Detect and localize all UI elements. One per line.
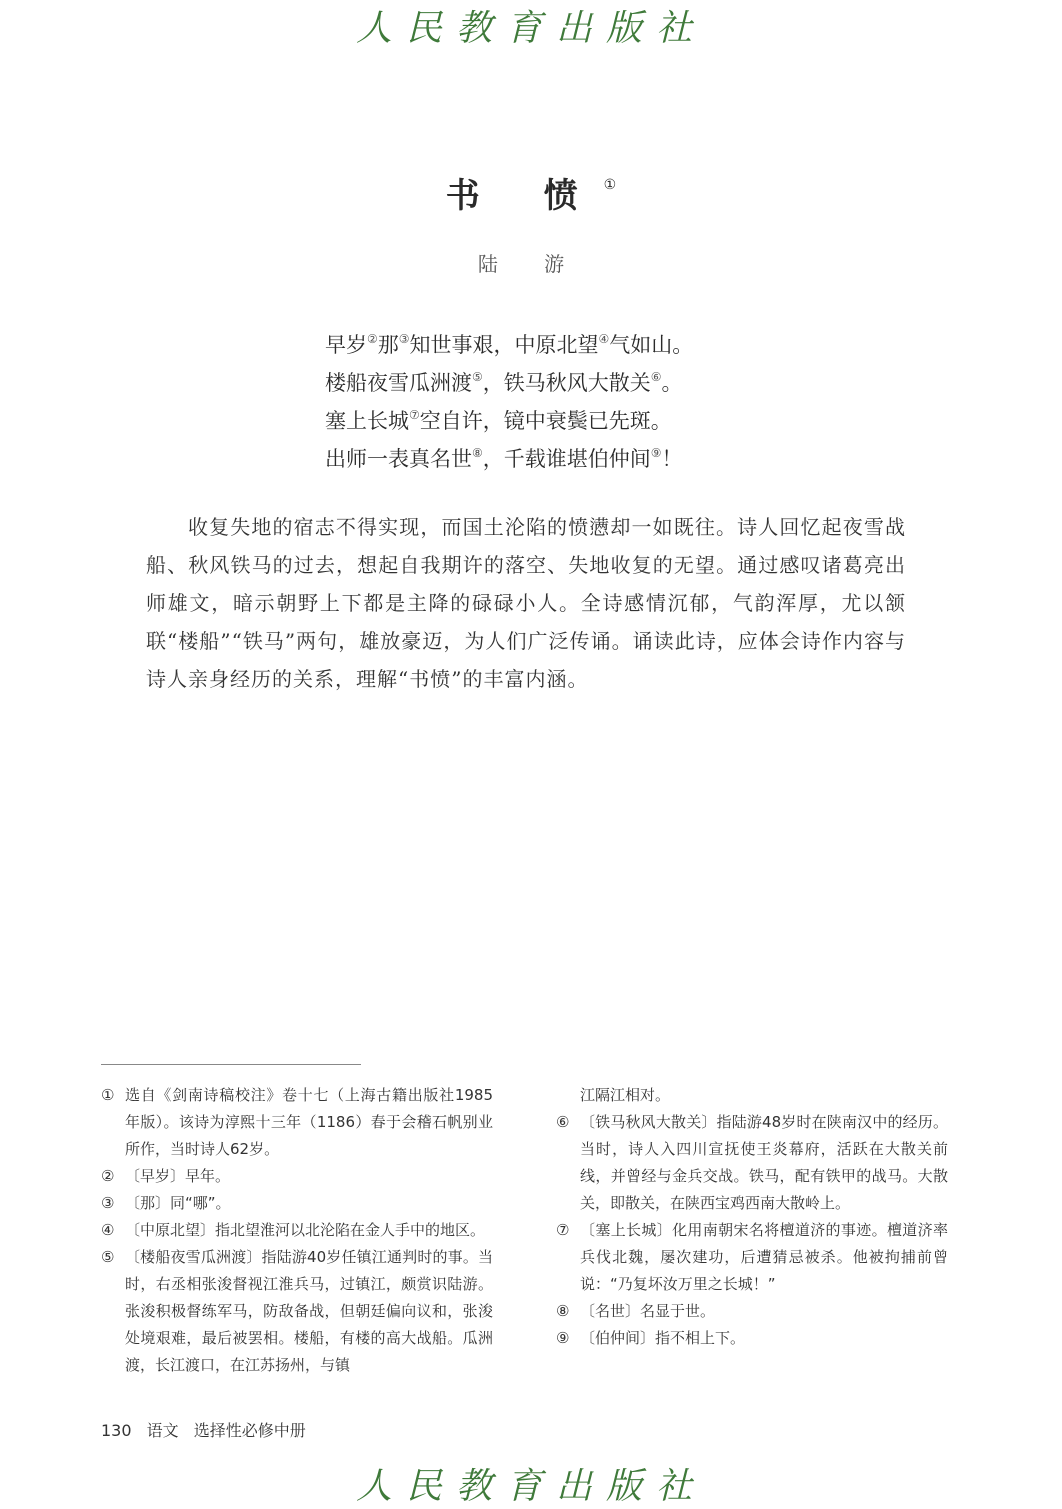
reading-guide-paragraph: 收复失地的宿志不得实现，而国土沦陷的愤懑却一如既往。诗人回忆起夜雪战船、秋风铁马的过去，想起自我期许的落空、失地收复的无望。通过感叹诸葛亮出师雄文，暗示朝野上下都是主降的碌碌小人。全诗感情沉郁，气韵浑厚，尤以颔联“楼船”“铁马”两句，雄放豪迈，为人们广泛传诵。诵读此诗，应体会诗作内容与诗人亲身经历的关系，理解“书愤”的丰富内涵。 [146,515,906,691]
poem-text: 出师一表真名世 [325,447,472,471]
poem-text: 塞上长城 [325,409,409,433]
poem-text: ，铁马秋风大散关 [482,371,651,395]
footnote-item [556,1109,948,1217]
footnote-item [101,1217,493,1244]
poem-author: 陆 游 [477,252,585,276]
page-footer [101,1418,316,1441]
footnote-number: ⑥ [556,1113,570,1131]
footnote-divider [101,1064,361,1065]
footnote-number: ④ [101,1221,115,1239]
footnote-number: ③ [101,1194,115,1212]
title-footnote-marker: ① [603,177,617,193]
footnote-item [101,1190,493,1217]
poem-text: ！ [661,447,683,471]
footnote-item [556,1217,948,1298]
footnote-item [101,1244,493,1379]
poem-line [325,320,845,358]
footnote-marker: ③ [398,332,410,346]
footnote-text: 〔伯仲间〕指不相上下。 [580,1329,746,1347]
footnote-text: 〔早岁〕早年。 [125,1167,231,1185]
footnote-marker: ⑥ [650,370,662,384]
footnote-marker: ⑨ [650,446,662,460]
footnote-text: 选自《剑南诗稿校注》卷十七（上海古籍出版社1985年版）。该诗为淳熙十三年（1186）春于会稽石帆别业所作，当时诗人62岁。 [125,1086,493,1158]
page-number: 130 [101,1421,132,1440]
footnote-text: 江隔江相对。 [580,1086,671,1104]
poem-text: ，千载谁堪伯仲间 [482,447,651,471]
footnote-number: ⑨ [556,1329,570,1347]
footnote-number: ⑦ [556,1221,570,1239]
footnote-number: ⑧ [556,1302,570,1320]
poem-text: 知世事艰，中原北望 [409,333,599,357]
poem-text: 空自许，镜中衰鬓已先斑。 [419,409,672,433]
footnote-marker: ② [367,332,378,346]
footnote-item [101,1163,493,1190]
publisher-logo-top: 人民教育出版社 [355,8,706,49]
footnote-item [556,1325,948,1352]
poem-text: 早岁 [325,333,367,357]
poem-line [325,396,845,434]
footnote-item [556,1082,948,1109]
publisher-logo-bottom: 人民教育出版社 [355,1466,706,1507]
footnotes-right-column [556,1082,948,1352]
footnote-marker: ⑦ [409,408,420,422]
footnote-text: 〔名世〕名显于世。 [580,1302,716,1320]
footnote-number: ① [101,1086,115,1104]
footnote-marker: ④ [598,332,610,346]
poem-text: 那 [377,333,399,357]
footnote-text: 〔中原北望〕指北望淮河以北沦陷在金人手中的地区。 [125,1221,486,1239]
footnote-text: 〔铁马秋风大散关〕指陆游48岁时在陕南汉中的经历。当时，诗人入四川宣抚使王炎幕府，活跃在大散关前线，并曾经与金兵交战。铁马，配有铁甲的战马。大散关，即散关，在陕西宝鸡西南大散岭上。 [580,1113,948,1212]
poem-text: 。 [661,371,683,395]
footnote-number: ⑤ [101,1248,115,1266]
footnote-text: 〔塞上长城〕化用南朝宋名将檀道济的事迹。檀道济率兵伐北魏，屡次建功，后遭猜忌被杀。他被拘捕前曾说：“乃复坏汝万里之长城！” [580,1221,948,1293]
footnote-text: 〔那〕同“哪”。 [125,1194,231,1212]
footnote-item [556,1298,948,1325]
footnote-marker: ⑧ [472,446,483,460]
poem-text: 楼船夜雪瓜洲渡 [325,371,472,395]
footnote-number: ② [101,1167,115,1185]
poem-body [325,320,845,472]
poem-title [0,168,1062,217]
poem-title-text: 书 愤 [445,176,604,216]
poem-line [325,358,845,396]
book-subject: 语文 [146,1421,179,1440]
book-volume: 选择性必修中册 [193,1421,306,1440]
footnote-item [101,1082,493,1163]
poem-line [325,434,845,472]
footnotes-left-column [101,1082,493,1379]
footnote-text: 〔楼船夜雪瓜洲渡〕指陆游40岁任镇江通判时的事。当时，右丞相张浚督视江淮兵马，过镇江，颇赏识陆游。张浚积极督练军马，防敌备战，但朝廷偏向议和，张浚处境艰难，最后被罢相。楼船，有楼的高大战船。瓜洲渡，长江渡口，在江苏扬州，与镇 [125,1248,493,1374]
poem-text: 气如山。 [609,333,694,357]
footnote-marker: ⑤ [472,370,483,384]
